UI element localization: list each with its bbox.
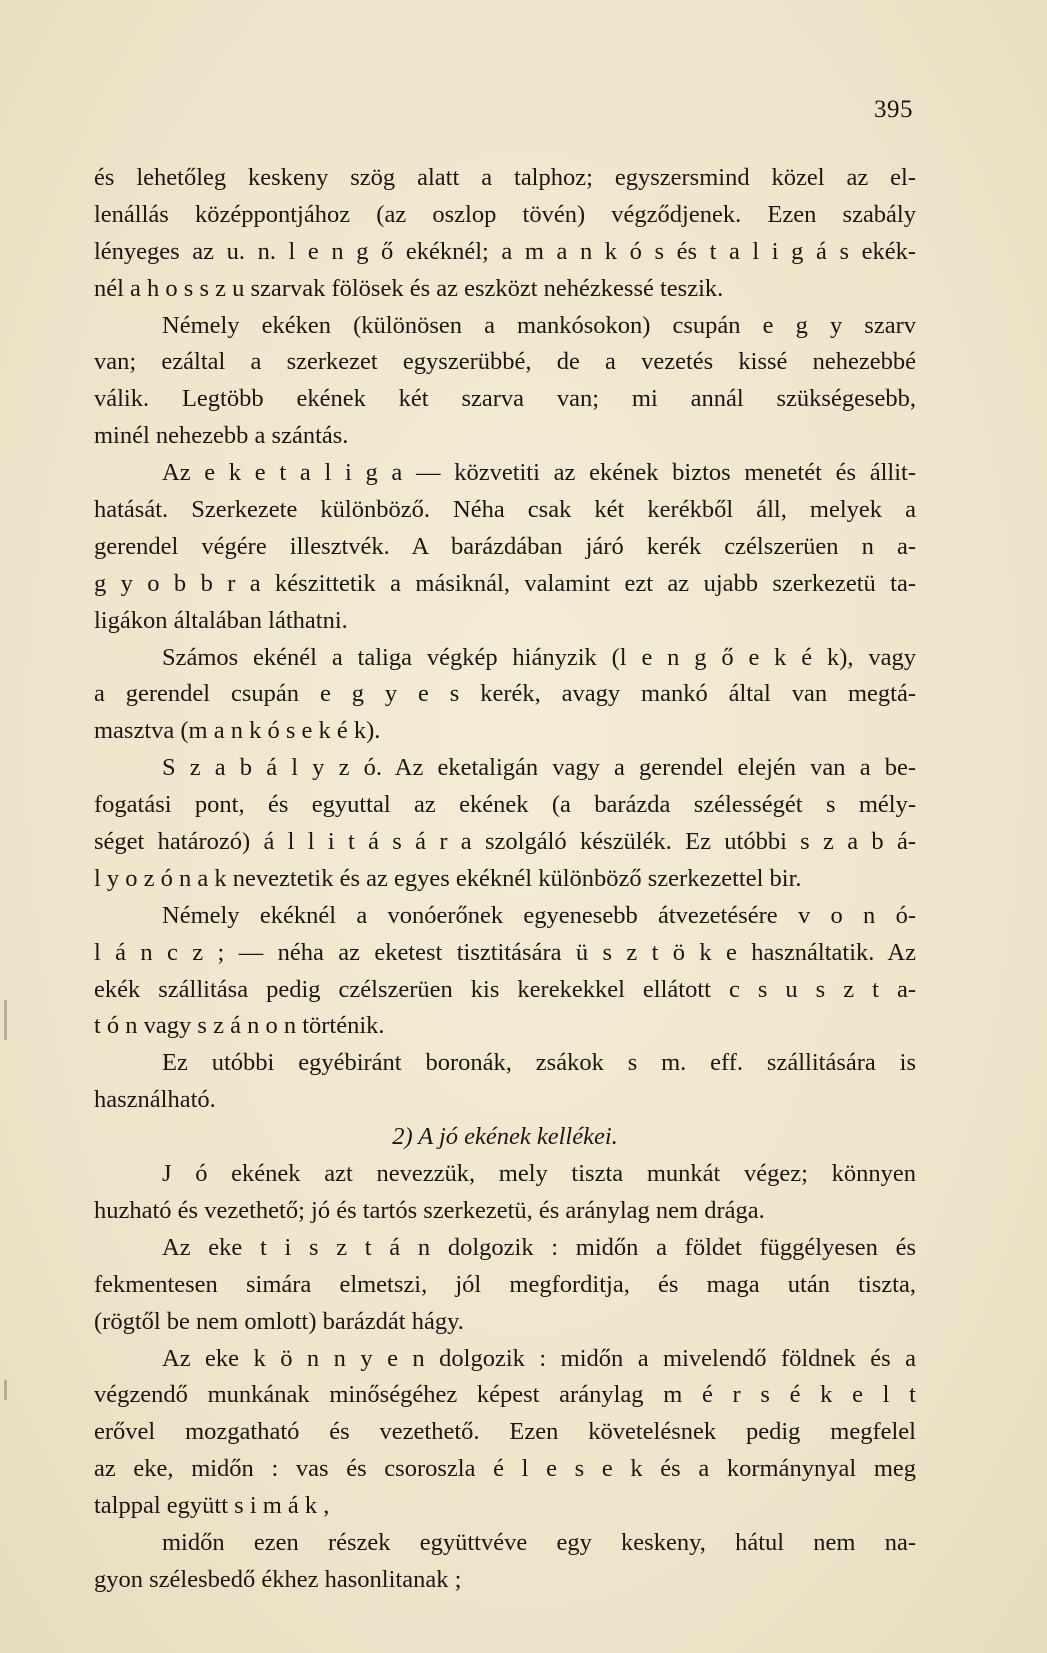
text-line: g y o b b r a készittetik a másiknál, valamint ezt az ujabb szerkezetü ta-	[94, 569, 916, 597]
text-line: gerendel végére illesztvék. A barázdában járó kerék czélszerüen n a-	[94, 532, 916, 560]
text-line: Némely ekéknél a vonóerőnek egyenesebb átvezetésére v o n ó-	[162, 901, 916, 929]
page-number: 395	[874, 96, 913, 123]
text-line: J ó ekének azt nevezzük, mely tiszta munkát végez; könnyen	[162, 1160, 916, 1188]
text-line: huzható és vezethető; jó és tartós szerkezetü, és aránylag nem drága.	[94, 1196, 765, 1224]
text-line: Az eke t i s z t á n dolgozik : midőn a földet függélyesen és	[162, 1233, 916, 1261]
text-line: ekék szállitása pedig czélszerüen kis kerekekkel ellátott c s u s z t a-	[94, 975, 916, 1003]
text-line: Az e k e t a l i g a — közvetiti az ekének biztos menetét és állit-	[162, 459, 916, 487]
text-line: ligákon általában láthatni.	[94, 606, 348, 634]
text-line: séget határozó) á l l i t á s á r a szolgáló készülék. Ez utóbbi s z a b á-	[94, 828, 916, 856]
text-line: lenállás középpontjához (az oszlop tövén) végződjenek. Ezen szabály	[94, 200, 916, 228]
text-line: használható.	[94, 1086, 216, 1114]
text-line: hatását. Szerkezete különböző. Néha csak két kerékből áll, melyek a	[94, 496, 916, 524]
text-line: Némely ekéken (különösen a mankósokon) csupán e g y szarv	[162, 311, 916, 339]
text-line: végzendő munkának minőségéhez képest aránylag m é r s é k e l t	[94, 1381, 916, 1409]
text-line: a gerendel csupán e g y e s kerék, avagy mankó által van megtá-	[94, 680, 916, 708]
text-line: masztva (m a n k ó s e k é k).	[94, 717, 381, 745]
text-line: S z a b á l y z ó. Az eketaligán vagy a gerendel elején van a be-	[162, 754, 916, 782]
text-line: az eke, midőn : vas és csoroszla é l e s e k és a kormánynyal meg	[94, 1455, 916, 1483]
text-line: van; ezáltal a szerkezet egyszerübbé, de a vezetés kissé nehezebbé	[94, 348, 916, 376]
text-line: t ó n vagy s z á n o n történik.	[94, 1012, 385, 1040]
text-line: fogatási pont, és egyuttal az ekének (a barázda szélességét s mély-	[94, 791, 916, 819]
text-line: l y o z ó n a k neveztetik és az egyes ekéknél különböző szerkezettel bir.	[94, 864, 802, 892]
text-line: Ez utóbbi egyébiránt boronák, zsákok s m. eff. szállitására is	[162, 1049, 916, 1077]
text-line: erővel mozgatható és vezethető. Ezen követelésnek pedig megfelel	[94, 1418, 916, 1446]
text-line: gyon szélesbedő ékhez hasonlitanak ;	[94, 1565, 462, 1593]
text-line: minél nehezebb a szántás.	[94, 422, 349, 450]
text-line: lényeges az u. n. l e n g ő ekéknél; a m a n k ó s és t a l i g á s ekék-	[94, 237, 916, 265]
text-line: l á n c z ; — néha az eketest tisztitására ü s z t ö k e használtatik. Az	[94, 938, 916, 966]
text-line: fekmentesen simára elmetszi, jól megforditja, és maga után tiszta,	[94, 1270, 916, 1298]
text-line: Az eke k ö n n y e n dolgozik : midőn a mivelendő földnek és a	[162, 1344, 916, 1372]
text-line: és lehetőleg keskeny szög alatt a talphoz; egyszersmind közel az el-	[94, 164, 916, 191]
text-line: válik. Legtöbb ekének két szarva van; mi annál szükségesebb,	[94, 385, 916, 413]
text-line: talppal együtt s i m á k ,	[94, 1492, 330, 1520]
text-line: Számos ekénél a taliga végkép hiányzik (l e n g ő e k é k), vagy	[162, 643, 916, 671]
page-edge-mark	[4, 1380, 7, 1400]
text-line: nél a h o s s z u szarvak fölösek és az eszközt nehézkessé teszik.	[94, 274, 724, 302]
section-heading: 2) A jó ekének kellékei.	[392, 1123, 618, 1151]
text-line: midőn ezen részek együttvéve egy keskeny, hátul nem na-	[162, 1528, 916, 1556]
body-text	[94, 160, 916, 1599]
text-line: (rögtől be nem omlott) barázdát hágy.	[94, 1307, 464, 1335]
page-edge-mark	[4, 1000, 7, 1040]
